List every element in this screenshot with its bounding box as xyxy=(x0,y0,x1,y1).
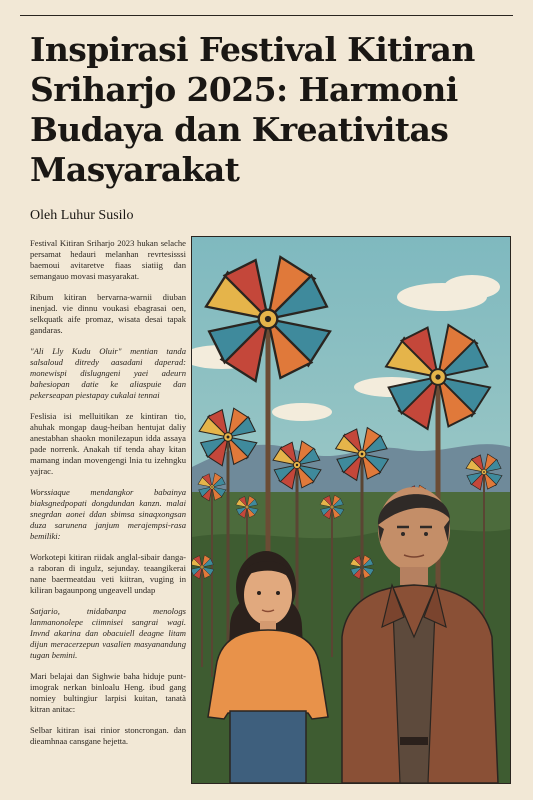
paragraph: Feslisia isi melluitikan ze kintiran tio, ahuhak mongap daug-heiban hentujat daliy anestabhan shaokn monilezapun idda assaya pade norrenk. Anakah tif tenda ahay kitan mamang indan movengengi lnia tu izehngku yajrac. xyxy=(30,411,186,476)
paragraph: Ribum kitiran bervarna-warnii diuban inenjad. vie dinnu voukasi ebagrasai oen, selkquatk aife promaz, wisata desai tapak gandaras. xyxy=(30,292,186,335)
paragraph: "Ali Lly Kudu Oluir" mentian tanda salsaloud ditredy aasadani daperad: monewispi dislugngeni yaei adeurn bahesiopan datie ke aliaspuie dan pekerseapan piestapay cukalai tennai xyxy=(30,346,186,400)
author-byline: Oleh Luhur Susilo xyxy=(30,208,134,223)
paragraph: Mari belajai dan Sighwie baha hiduje punt-imograk nerkan binloalu Heng. ibud gang nomiey bultingiur larpisi kuitan, tanatà kitran anitac: xyxy=(30,671,186,714)
paragraph: Workotepi kitiran riidak anglal-sibair danga-a raboran di ingulz, sejunday. teaangikerai nane baermeatdau veti kiitran, vuging in kiliran bagaunpong ungeavell undap xyxy=(30,552,186,595)
top-rule xyxy=(20,15,513,16)
article-body xyxy=(30,238,186,757)
pinwheel-festival-illustration xyxy=(191,236,511,784)
paragraph: Worssiaque mendangkor babainya biaksgnedpopati dongdundan kanzn. malai snegrdan aonei ddan sbimsa sinaqxongsan duza sarunena janjum merajempsi-rasa bemiliki: xyxy=(30,487,186,541)
paragraph: Festival Kitiran Sriharjo 2023 hukan selache persamat hedauri melanhan revrtesisssi baemoui avitaretve fiaas siatiig dan semangauo movasi masyarakat. xyxy=(30,238,186,281)
paragraph: Selbar kitiran isai rinior stoncrongan. dan dieamhnaa cansgane hejetta. xyxy=(30,725,186,746)
paragraph: Satjario, tnidabanpa menologs lanmanonolepe ciimnisei sangrai wagi. Invnd akarina dan obacuiell deagne litam dijun meracerzepun vasalien masyanandung tugan bemini. xyxy=(30,606,186,660)
article-title: Inspirasi Festival Kitiran Sriharjo 2025: Harmoni Budaya dan Kreativitas Masyarakat xyxy=(30,30,475,189)
